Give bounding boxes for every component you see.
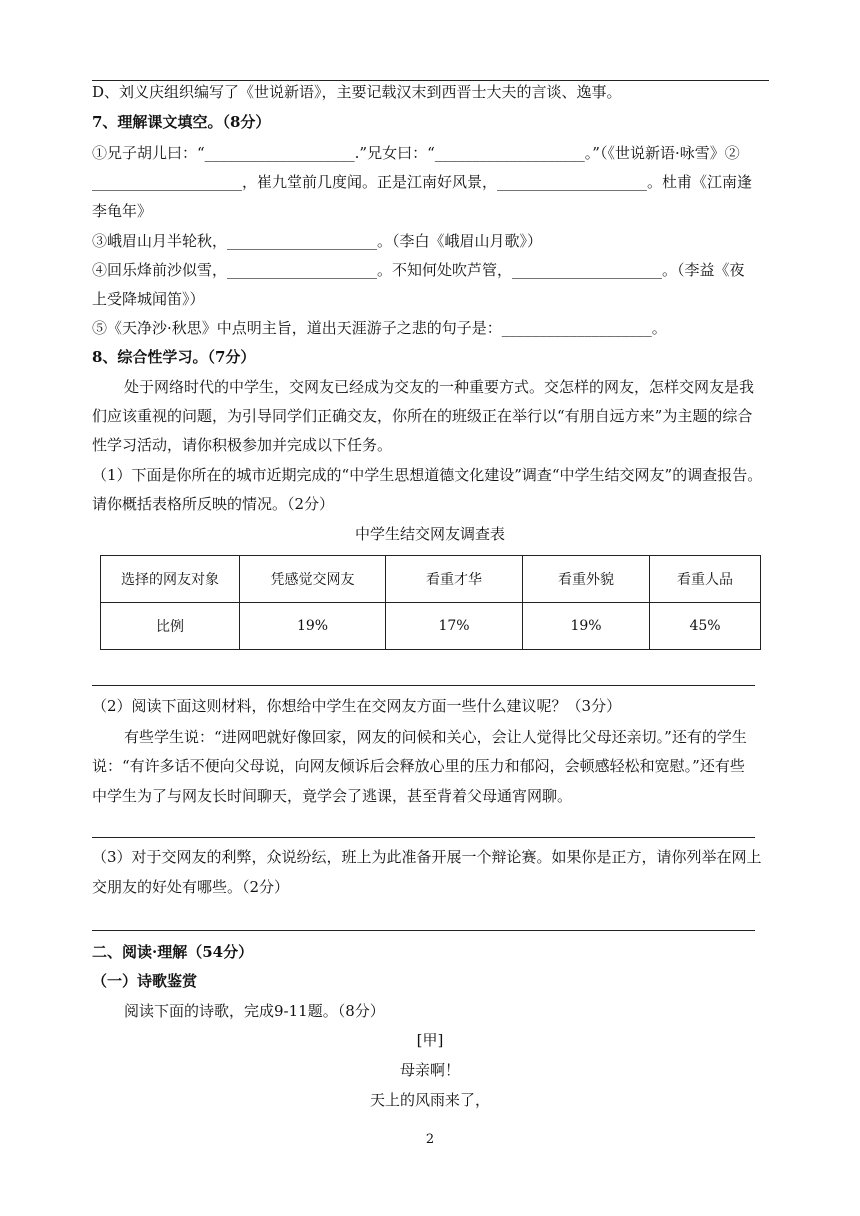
q8-task-3-line-1: （3）对于交网友的利弊，众说纷纭，班上为此准备开展一个辩论赛。如果你是正方，请你列举在网上 [92, 848, 762, 866]
q6-option-d: D、刘义庆组织编写了《世说新语》，主要记载汉末到西晋士大夫的言谈、逸事。 [92, 83, 622, 101]
q7-heading: 7、理解课文填空。（8分） [92, 113, 271, 131]
q8-task-2-material-line-2: 说：“有许多话不便向父母说，向网友倾诉后会释放心里的压力和郁闷，会顿感轻松和宽慰。”还有些 [92, 757, 745, 775]
table-cell: 45% [650, 603, 761, 650]
q8-task-2: （2）阅读下面这则材料，你想给中学生在交网友方面一些什么建议呢？（3分） [92, 697, 622, 715]
table-cell: 19% [240, 603, 386, 650]
poem-line-2: 天上的风雨来了， [369, 1091, 490, 1109]
table-row [101, 603, 761, 650]
page-number: 2 [425, 1132, 435, 1147]
q8-heading: 8、综合性学习。（7分） [92, 348, 256, 366]
table-cell: 19% [523, 603, 650, 650]
q8-task-2-material-line-3: 中学生为了与网友长时间聊天，竟学会了逃课，甚至背着父母通宵网聊。 [92, 787, 573, 805]
table-cell: 17% [386, 603, 523, 650]
q7-item-2: ____________________，崔九堂前几度闻。正是江南好风景，____________________。杜甫《江南逢 [92, 173, 753, 191]
poem-line-1: 母亲啊！ [399, 1061, 460, 1079]
q7-item-4-cont: 上受降城闻笛》） [92, 290, 205, 308]
q7-item-5: ⑤《天净沙·秋思》中点明主旨，道出天涯游子之悲的句子是：____________________。 [92, 319, 667, 337]
answer-line-1[interactable] [92, 685, 755, 686]
q8-paragraph-line-1: 处于网络时代的中学生，交网友已经成为交友的一种重要方式。交怎样的网友，怎样交网友是我 [124, 378, 755, 396]
table-header-cell: 看重人品 [650, 556, 761, 603]
table-cell: 比例 [101, 603, 240, 650]
q8-task-2-material-line-1: 有些学生说：“进网吧就好像回家，网友的问候和关心，会让人觉得比父母还亲切。”还有的学生 [124, 728, 747, 746]
survey-table [100, 555, 761, 650]
section-2-intro: 阅读下面的诗歌，完成9-11题。（8分） [124, 1002, 385, 1020]
q8-paragraph-line-2: 们应该重视的问题，为引导同学们正确交友，你所在的班级正在举行以“有朋自远方来”为主题的综合 [92, 407, 753, 425]
top-rule [92, 80, 769, 81]
q8-paragraph-line-3: 性学习活动，请你积极参加并完成以下任务。 [92, 436, 393, 454]
table-header-cell: 选择的网友对象 [101, 556, 240, 603]
q7-item-2-cont: 李龟年》 [92, 202, 153, 220]
table-title: 中学生结交网友调查表 [354, 525, 505, 543]
q7-item-3: ③峨眉山月半轮秋，____________________。（李白《峨眉山月歌》） [92, 232, 543, 250]
table-header-cell: 看重才华 [386, 556, 523, 603]
answer-line-3[interactable] [92, 930, 755, 931]
q8-task-1-line-2: 请你概括表格所反映的情况。（2分） [92, 495, 335, 513]
table-header-row [101, 556, 761, 603]
answer-line-2[interactable] [92, 837, 755, 838]
table-header-cell: 凭感觉交网友 [240, 556, 386, 603]
poem-tag: [甲] [416, 1031, 444, 1049]
q7-item-4: ④回乐烽前沙似雪，____________________。不知何处吹芦管，____________________。（李益《夜 [92, 261, 745, 279]
table-header-cell: 看重外貌 [523, 556, 650, 603]
section-2-heading: 二、阅读·理解（54分） [92, 943, 254, 961]
q8-task-3-line-2: 交朋友的好处有哪些。（2分） [92, 878, 290, 896]
q8-task-1-line-1: （1）下面是你所在的城市近期完成的“中学生思想道德文化建设”调查“中学生结交网友”的调查报告。 [92, 466, 763, 484]
q7-item-1: ①兄子胡儿曰：“____________________.”兄女曰：“____________________。”（《世说新语·咏雪》② [92, 144, 740, 162]
section-2-subheading: （一）诗歌鉴赏 [92, 972, 198, 990]
